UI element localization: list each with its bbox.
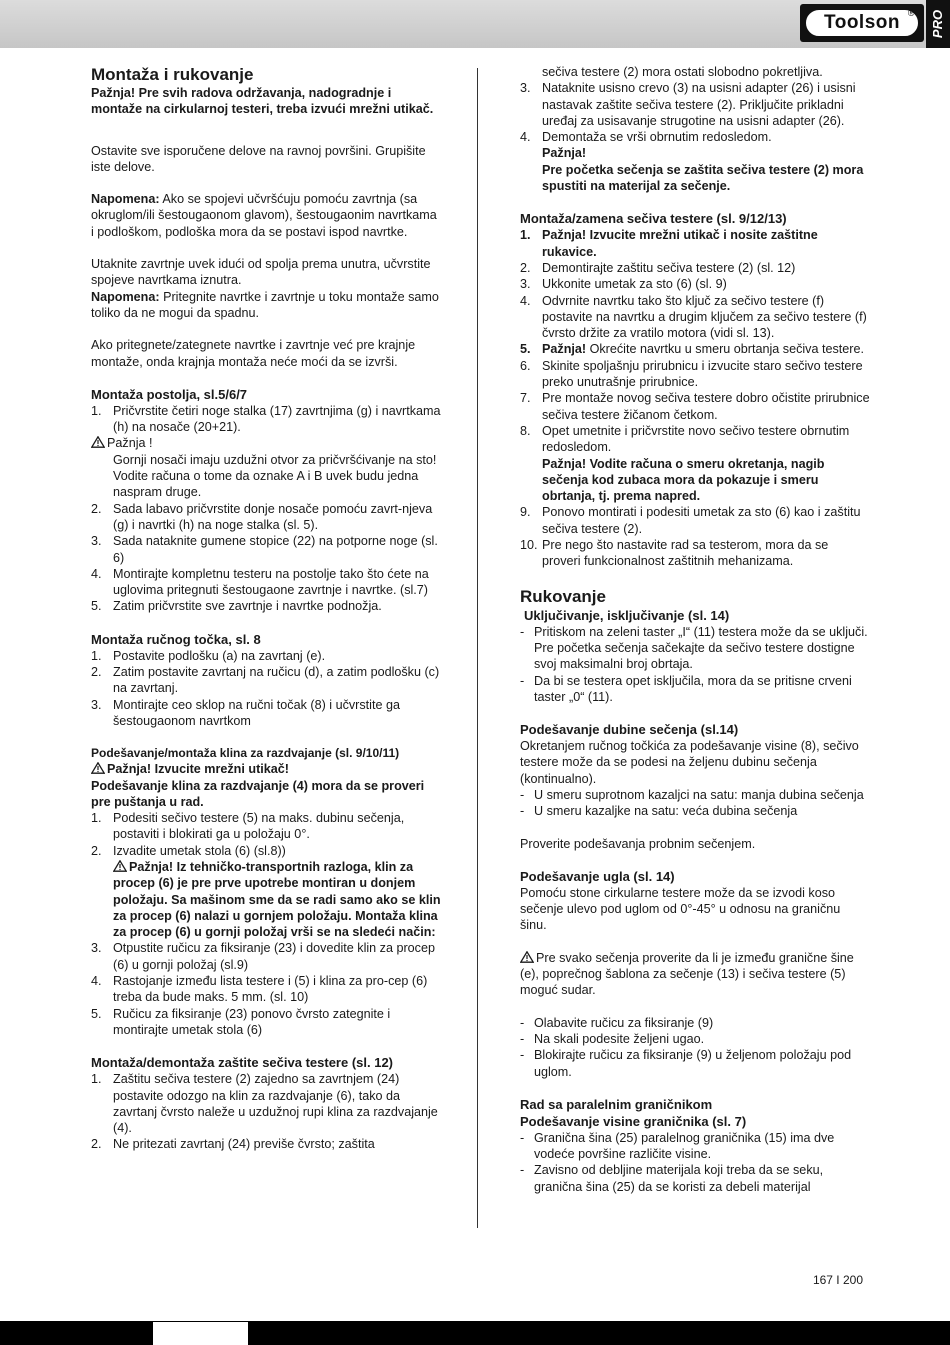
warning-text: Gornji nosači imaju uzdužni otvor za pričvršćivanje na sto! xyxy=(113,452,437,467)
list-item: 1. Zaštitu sečiva testere (2) zajedno sa zavrtnjem (24) postavite odozgo na klin za razdvajanje (6), tako da zavrtanj čvrsto naleže u uzdužnoj rupi klina za razdvajanje (4). xyxy=(91,1072,438,1136)
brand-logo-text: Toolson xyxy=(824,12,900,33)
section-title-assembly: Montaža i rukovanje xyxy=(91,65,254,84)
list-item: 2. Ne pritezati zavrtanj (24) previše čvrsto; zaštita xyxy=(91,1137,375,1152)
list-item: 1. Postavite podlošku (a) na zavrtanj (e). xyxy=(91,648,326,663)
subsection-title: Montaža postolja, sl.5/6/7 xyxy=(91,386,248,402)
list-item: - Pritiskom na zeleni taster „I“ (11) testera može da se uključi. Pre početka sečenja sačekajte da sečivo testere dostigne svoj maksimalni broj obrtaja. xyxy=(520,624,868,672)
list-item: 2. Izvadite umetak stola (6) (sl.8)) xyxy=(91,843,286,858)
right-column xyxy=(520,64,870,1195)
list-item: 2. Demontirajte zaštitu sečiva testere (2) (sl. 12) xyxy=(520,260,796,275)
warning-paragraph: Pre svako sečenja proverite da li je između granične šine (e), poprečnog šablona za sečenje (13) i sečiva testere (5) moguć sudar. xyxy=(520,950,854,998)
warning-text: Pre početka sečenja se zaštita sečiva testere (2) mora spustiti na materijal za sečenje. xyxy=(542,162,864,194)
list-item: - Da bi se testera opet isključila, mora da se pritisne crveni taster „0“ (11). xyxy=(520,673,852,704)
note-text: Pritegnite navrtke i zavrtnje u toku montaže samo toliko da ne mogui da spadnu. xyxy=(91,289,439,320)
intro-warning: Pažnja! Pre svih radova održavanja, nadogradnje i montaže na cirkularnoj testeri, treba izvući mrežni utikač. xyxy=(91,86,434,117)
list-item: - Olabavite ručicu za fiksiranje (9) xyxy=(520,1015,714,1030)
bold-paragraph: Podešavanje klina za razdvajanje (4) mora da se proveri pre puštanja u rad. xyxy=(91,778,425,809)
pro-tab xyxy=(926,0,950,48)
subsection-title: Podešavanje dubine sečenja (sl.14) xyxy=(520,722,739,738)
list-item: 5. Pažnja! Okrećite navrtku u smeru obrtanja sečiva testere. xyxy=(520,342,864,357)
subsection-title: Montaža/zamena sečiva testere (sl. 9/12/13) xyxy=(520,211,787,227)
list-item: - Na skali podesite željeni ugao. xyxy=(520,1031,705,1046)
list-item: 10. Pre nego što nastavite rad sa testerom, mora da se proveri funkcionalnost zaštitnih mehanizama. xyxy=(520,538,829,569)
list-item: 3. Ukkonite umetak za sto (6) (sl. 9) xyxy=(520,277,727,292)
list-item: 2. Sada labavo pričvrstite donje nosače pomoću zavrt-njeva (g) i navrtki (h) na noge stalka (sl. 5). xyxy=(91,501,433,532)
list-item: 4. Rastojanje između lista testere i (5) i klina za pro-cep (6) treba da bude maks. 5 mm. (sl. 10) xyxy=(91,974,428,1005)
pro-tab-label: PRO xyxy=(930,9,945,39)
list-item: 5. Ručicu za fiksiranje (23) ponovo čvrsto zategnite i montirajte umetak stola (6) xyxy=(91,1006,391,1037)
list-item: 8. Opet umetnite i pričvrstite novo sečivo testere obrnutim redosledom. xyxy=(520,423,850,455)
footer-bar-right xyxy=(248,1322,950,1345)
section-title-operation: Rukovanje xyxy=(520,586,606,606)
paragraph: Proverite podešavanja probnim sečenjem. xyxy=(520,836,756,851)
warning-text: Pažnja! Vodite računa o smeru okretanja, nagib sečenja kod zubaca mora da pokazuje i smeru obrtanja, tj. prema napred. xyxy=(542,456,825,504)
subsection-title: Podešavanje ugla (sl. 14) xyxy=(520,868,675,884)
list-item: - Granična šina (25) paralelnog graničnika (15) ima dve vodeće površine različite visine. xyxy=(520,1130,835,1162)
list-item: 4. Odvrnite navrtku tako što ključ za sečivo testere (f) postavite na navrtku a drugim ključem za sečivo testere (f) čvrsto držite za vratilo motora (vidi sl. 13). xyxy=(520,293,867,341)
list-item: 7. Pre montaže novog sečiva testere dobro očistite prirubnice sečiva testere žičanom četkom. xyxy=(520,391,870,422)
footer-bar-left xyxy=(0,1322,153,1345)
warning-icon xyxy=(91,762,105,774)
page-number: 167 I 200 xyxy=(812,1273,863,1287)
paragraph: Okretanjem ručnog točkića za podešavanje visine (8), sečivo testere može da se podesi na željenu dubinu sečenja (kontinualno). xyxy=(520,739,859,786)
warning-label: Pažnja! xyxy=(542,146,587,161)
list-item: 2. Zatim postavite zavrtanj na ručicu (d), a zatim podlošku (c) na zavrtanj. xyxy=(91,665,440,696)
list-item: 1. Pričvrstite četiri noge stalka (17) zavrtnjima (g) i navrtkama (h) na nosače (20+21). xyxy=(91,403,441,435)
subsection-title: Rad sa paralelnim graničnikom xyxy=(520,1096,713,1112)
warning-line: Pažnja ! xyxy=(91,435,441,451)
warning-icon xyxy=(91,436,105,448)
paragraph: Pomoću stone cirkularne testere može da se izvodi koso sečenje ulevo pod uglom od 0°-45° u odnosu na graničnu šinu. xyxy=(520,885,841,933)
list-item: 9. Ponovo montirati i podesiti umetak za sto (6) kao i zaštitu sečiva testere (2). xyxy=(520,505,861,536)
list-item: 4. Demontaža se vrši obrnutim redosledom. xyxy=(520,130,772,145)
warning-icon xyxy=(113,860,127,872)
note-paragraph xyxy=(91,289,441,322)
footer-gap xyxy=(153,1322,248,1345)
warning-line: Pažnja! Izvucite mrežni utikač! xyxy=(91,761,441,777)
list-item: - Blokirajte ručicu za fiksiranje (9) u željenom položaju pod uglom. xyxy=(520,1048,852,1079)
note-text: Ako se spojevi učvršćuju pomoću zavrtnja (sa okruglom/ili šestougaonom glavom), šestougaonim navrtkama i podloškom, podloška mora da se postavi ispod navrtke. xyxy=(91,192,437,239)
list-item: 5. Zatim pričvrstite sve zavrtnje i navrtke podnožja. xyxy=(91,599,382,614)
list-item: 1. Podesiti sečivo testere (5) na maks. dubinu sečenja, postaviti i blokirati ga u položaju 0°. xyxy=(91,811,405,842)
warning-text: Vodite računa o tome da oznake A i B uvek budu jedna naspram druge. xyxy=(113,469,419,500)
list-item: 3. Montirajte ceo sklop na ručni točak (8) i učvrstite ga šestougaonom navrtkom xyxy=(91,697,400,728)
list-item: 3. Otpustite ručicu za fiksiranje (23) i dovedite klin za procep (6) u gornji položaj (sl.9) xyxy=(91,941,435,972)
brand-logo xyxy=(800,4,924,42)
subsection-title: Montaža/demontaža zaštite sečiva testere (sl. 12) xyxy=(91,1055,394,1071)
subsection-title: Uključivanje, isključivanje (sl. 14) xyxy=(524,607,730,623)
list-item: 6. Skinite spoljašnju prirubnicu i izvucite staro sečivo testere preko unutrašnje prirubnice. xyxy=(520,358,863,390)
note-label: Napomena: xyxy=(91,192,160,207)
continued-text: sečiva testere (2) mora ostati slobodno pokretljiva. xyxy=(542,65,823,79)
subsection-title: Montaža ručnog točka, sl. 8 xyxy=(91,631,261,647)
subsection-title: Podešavanje visine graničnika (sl. 7) xyxy=(520,1113,747,1129)
list-item: 1. Pažnja! Izvucite mrežni utikač i nosite zaštitne rukavice. xyxy=(520,228,818,259)
list-item: 3. Sada nataknite gumene stopice (22) na potporne noge (sl. 6) xyxy=(91,534,438,565)
list-item: - U smeru kazaljke na satu: veća dubina sečenja xyxy=(520,804,798,819)
list-item: 3. Nataknite usisno crevo (3) na usisni adapter (26) i usisni nastavak zaštite sečiva testere (2). Priključite prikladni uređaj za usisavanje strugotine na usisni adapter (26). xyxy=(520,81,856,128)
note-paragraph xyxy=(91,191,441,240)
warning-text: Pažnja! Iz tehničko-transportnih razloga, klin za procep (6) je pre prve upotrebe montiran u donjem položaju. Sa mašinom sme da se radi samo ako se klin za procep (6) nalazi u gornjem položaju. Montaža klina za procep (6) u gornji položaj vrši se na sledeći način: xyxy=(113,859,441,940)
column-divider xyxy=(477,68,478,1228)
list-item: - Zavisno od debljine materijala koji treba da se seku, granična šina (25) da se koristi za debeli materijal xyxy=(520,1163,824,1194)
paragraph: Ostavite sve isporučene delove na ravnoj površini. Grupišite iste delove. xyxy=(91,143,426,174)
note-label: Napomena: xyxy=(91,289,160,304)
warning-icon xyxy=(520,951,534,963)
subsection-title: Podešavanje/montaža klina za razdvajanje (sl. 9/10/11) xyxy=(91,746,400,761)
paragraph: Ako pritegnete/zategnete navrtke i zavrtnje već pre krajnje montaže, onda krajnja montaža neće moći da se izvrši. xyxy=(91,338,416,369)
registered-mark: ® xyxy=(907,8,915,18)
left-column xyxy=(91,64,441,1153)
list-item: - U smeru suprotnom kazaljci na satu: manja dubina sečenja xyxy=(520,787,864,802)
list-item: 4. Montirajte kompletnu testeru na postolje tako što ćete na uglovima pritegnuti šestougaone zavrtnje i navrtke. (sl.7) xyxy=(91,566,429,598)
paragraph: Utaknite zavrtnje uvek idući od spolja prema unutra, učvrstite spojeve navrtkama iznutra. xyxy=(91,257,431,288)
